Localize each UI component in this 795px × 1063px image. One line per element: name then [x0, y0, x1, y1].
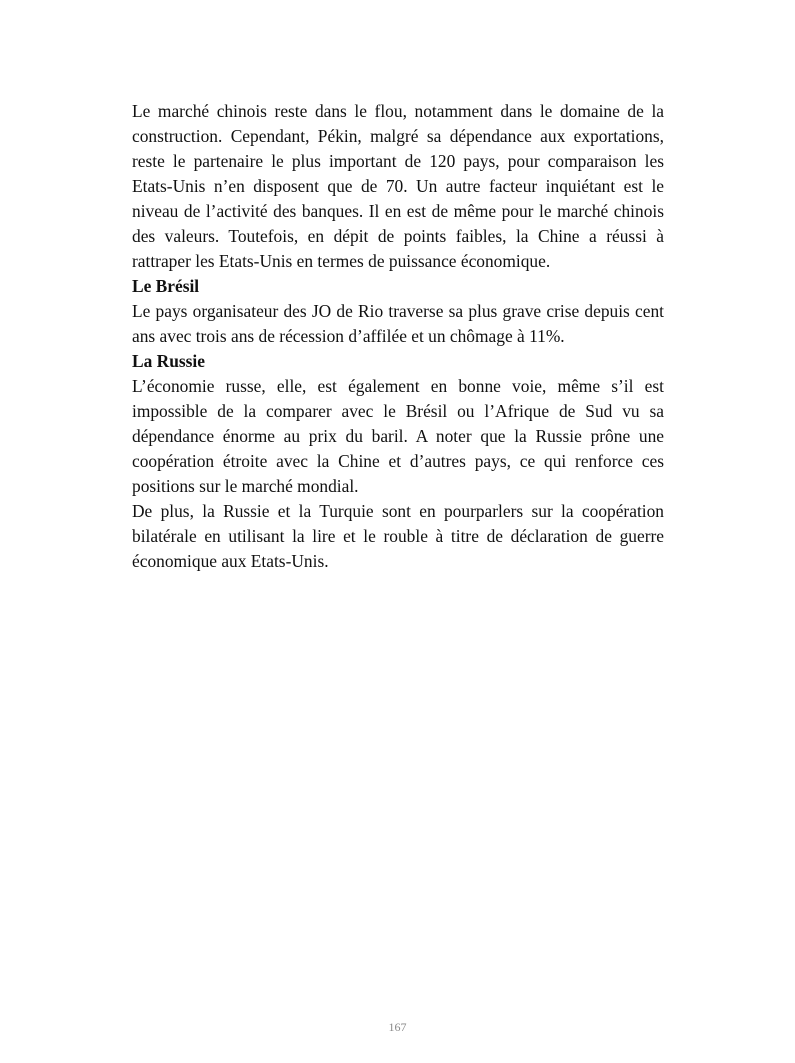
paragraph-bresil: Le pays organisateur des JO de Rio traverse sa plus grave crise depuis cent ans avec trois ans de récession d’affilée et un chômage à 11%.: [132, 301, 664, 346]
paragraph-russie-turquie: De plus, la Russie et la Turquie sont en pourparlers sur la coopération bilatérale en utilisant la lire et le rouble à titre de déclaration de guerre économique aux Etats-Unis.: [132, 501, 664, 571]
paragraph-russie-economy: L’économie russe, elle, est également en bonne voie, même s’il est impossible de la comparer avec le Brésil ou l’Afrique de Sud vu sa dépendance énorme au prix du baril. A noter que la Russie prône une coopération étroite avec la Chine et d’autres pays, ce qui renforce ces positions sur le marché mondial.: [132, 376, 664, 496]
page-body: [132, 99, 664, 574]
section-heading-bresil: Le Brésil: [132, 276, 200, 296]
page-number: 167: [388, 1020, 407, 1034]
section-heading-russie: La Russie: [132, 351, 205, 371]
paragraph-china-market: Le marché chinois reste dans le flou, notamment dans le domaine de la construction. Cependant, Pékin, malgré sa dépendance aux exportations, reste le partenaire le plus important de 120 pays, pour comparaison les Etats-Unis n’en disposent que de 70. Un autre facteur inquiétant est le niveau de l’activité des banques. Il en est de même pour le marché chinois des valeurs. Toutefois, en dépit de points faibles, la Chine a réussi à rattraper les Etats-Unis en termes de puissance économique.: [132, 101, 664, 271]
